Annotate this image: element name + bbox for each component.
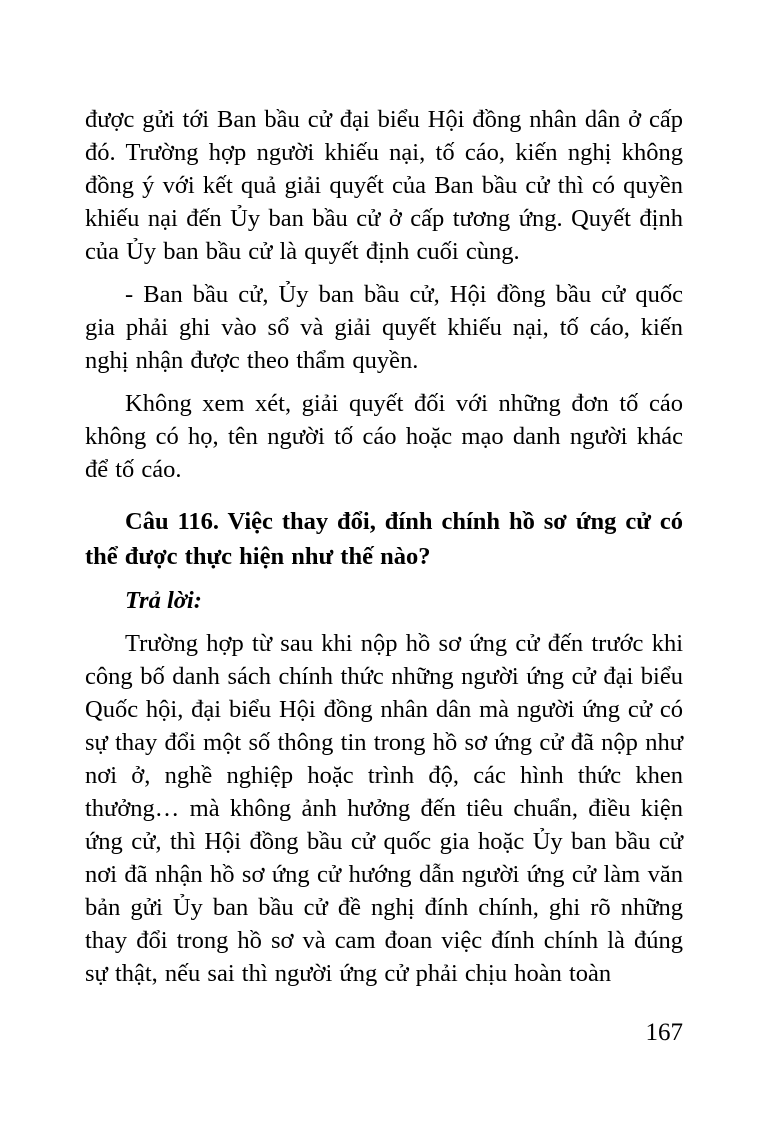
body-paragraph-list-item: - Ban bầu cử, Ủy ban bầu cử, Hội đồng bầu cử quốc gia phải ghi vào sổ và giải quyết khiếu nại, tố cáo, kiến nghị nhận được theo thẩm quyền.: [85, 281, 683, 374]
question-heading: Câu 116. Việc thay đổi, đính chính hồ sơ ứng cử có thể được thực hiện như thế nào?: [85, 508, 683, 570]
answer-label: Trả lời:: [125, 587, 202, 614]
text-block: [85, 103, 683, 1000]
body-paragraph: Trường hợp từ sau khi nộp hồ sơ ứng cử đến trước khi công bố danh sách chính thức những người ứng cử đại biểu Quốc hội, đại biểu Hội đồng nhân dân mà người ứng cử có sự thay đổi một số thông tin trong hồ sơ ứng cử đã nộp như nơi ở, nghề nghiệp hoặc trình độ, các hình thức khen thưởng… mà không ảnh hưởng đến tiêu chuẩn, điều kiện ứng cử, thì Hội đồng bầu cử quốc gia hoặc Ủy ban bầu cử nơi đã nhận hồ sơ ứng cử hướng dẫn người ứng cử làm văn bản gửi Ủy ban bầu cử đề nghị đính chính, ghi rõ những thay đổi trong hồ sơ và cam đoan việc đính chính là đúng sự thật, nếu sai thì người ứng cử phải chịu hoàn toàn: [85, 630, 683, 987]
page-number: 167: [645, 1019, 683, 1046]
body-paragraph: Không xem xét, giải quyết đối với những đơn tố cáo không có họ, tên người tố cáo hoặc mạo danh người khác để tố cáo.: [85, 390, 683, 483]
body-paragraph-continued: được gửi tới Ban bầu cử đại biểu Hội đồng nhân dân ở cấp đó. Trường hợp người khiếu nại, tố cáo, kiến nghị không đồng ý với kết quả giải quyết của Ban bầu cử thì có quyền khiếu nại đến Ủy ban bầu cử ở cấp tương ứng. Quyết định của Ủy ban bầu cử là quyết định cuối cùng.: [85, 106, 683, 265]
